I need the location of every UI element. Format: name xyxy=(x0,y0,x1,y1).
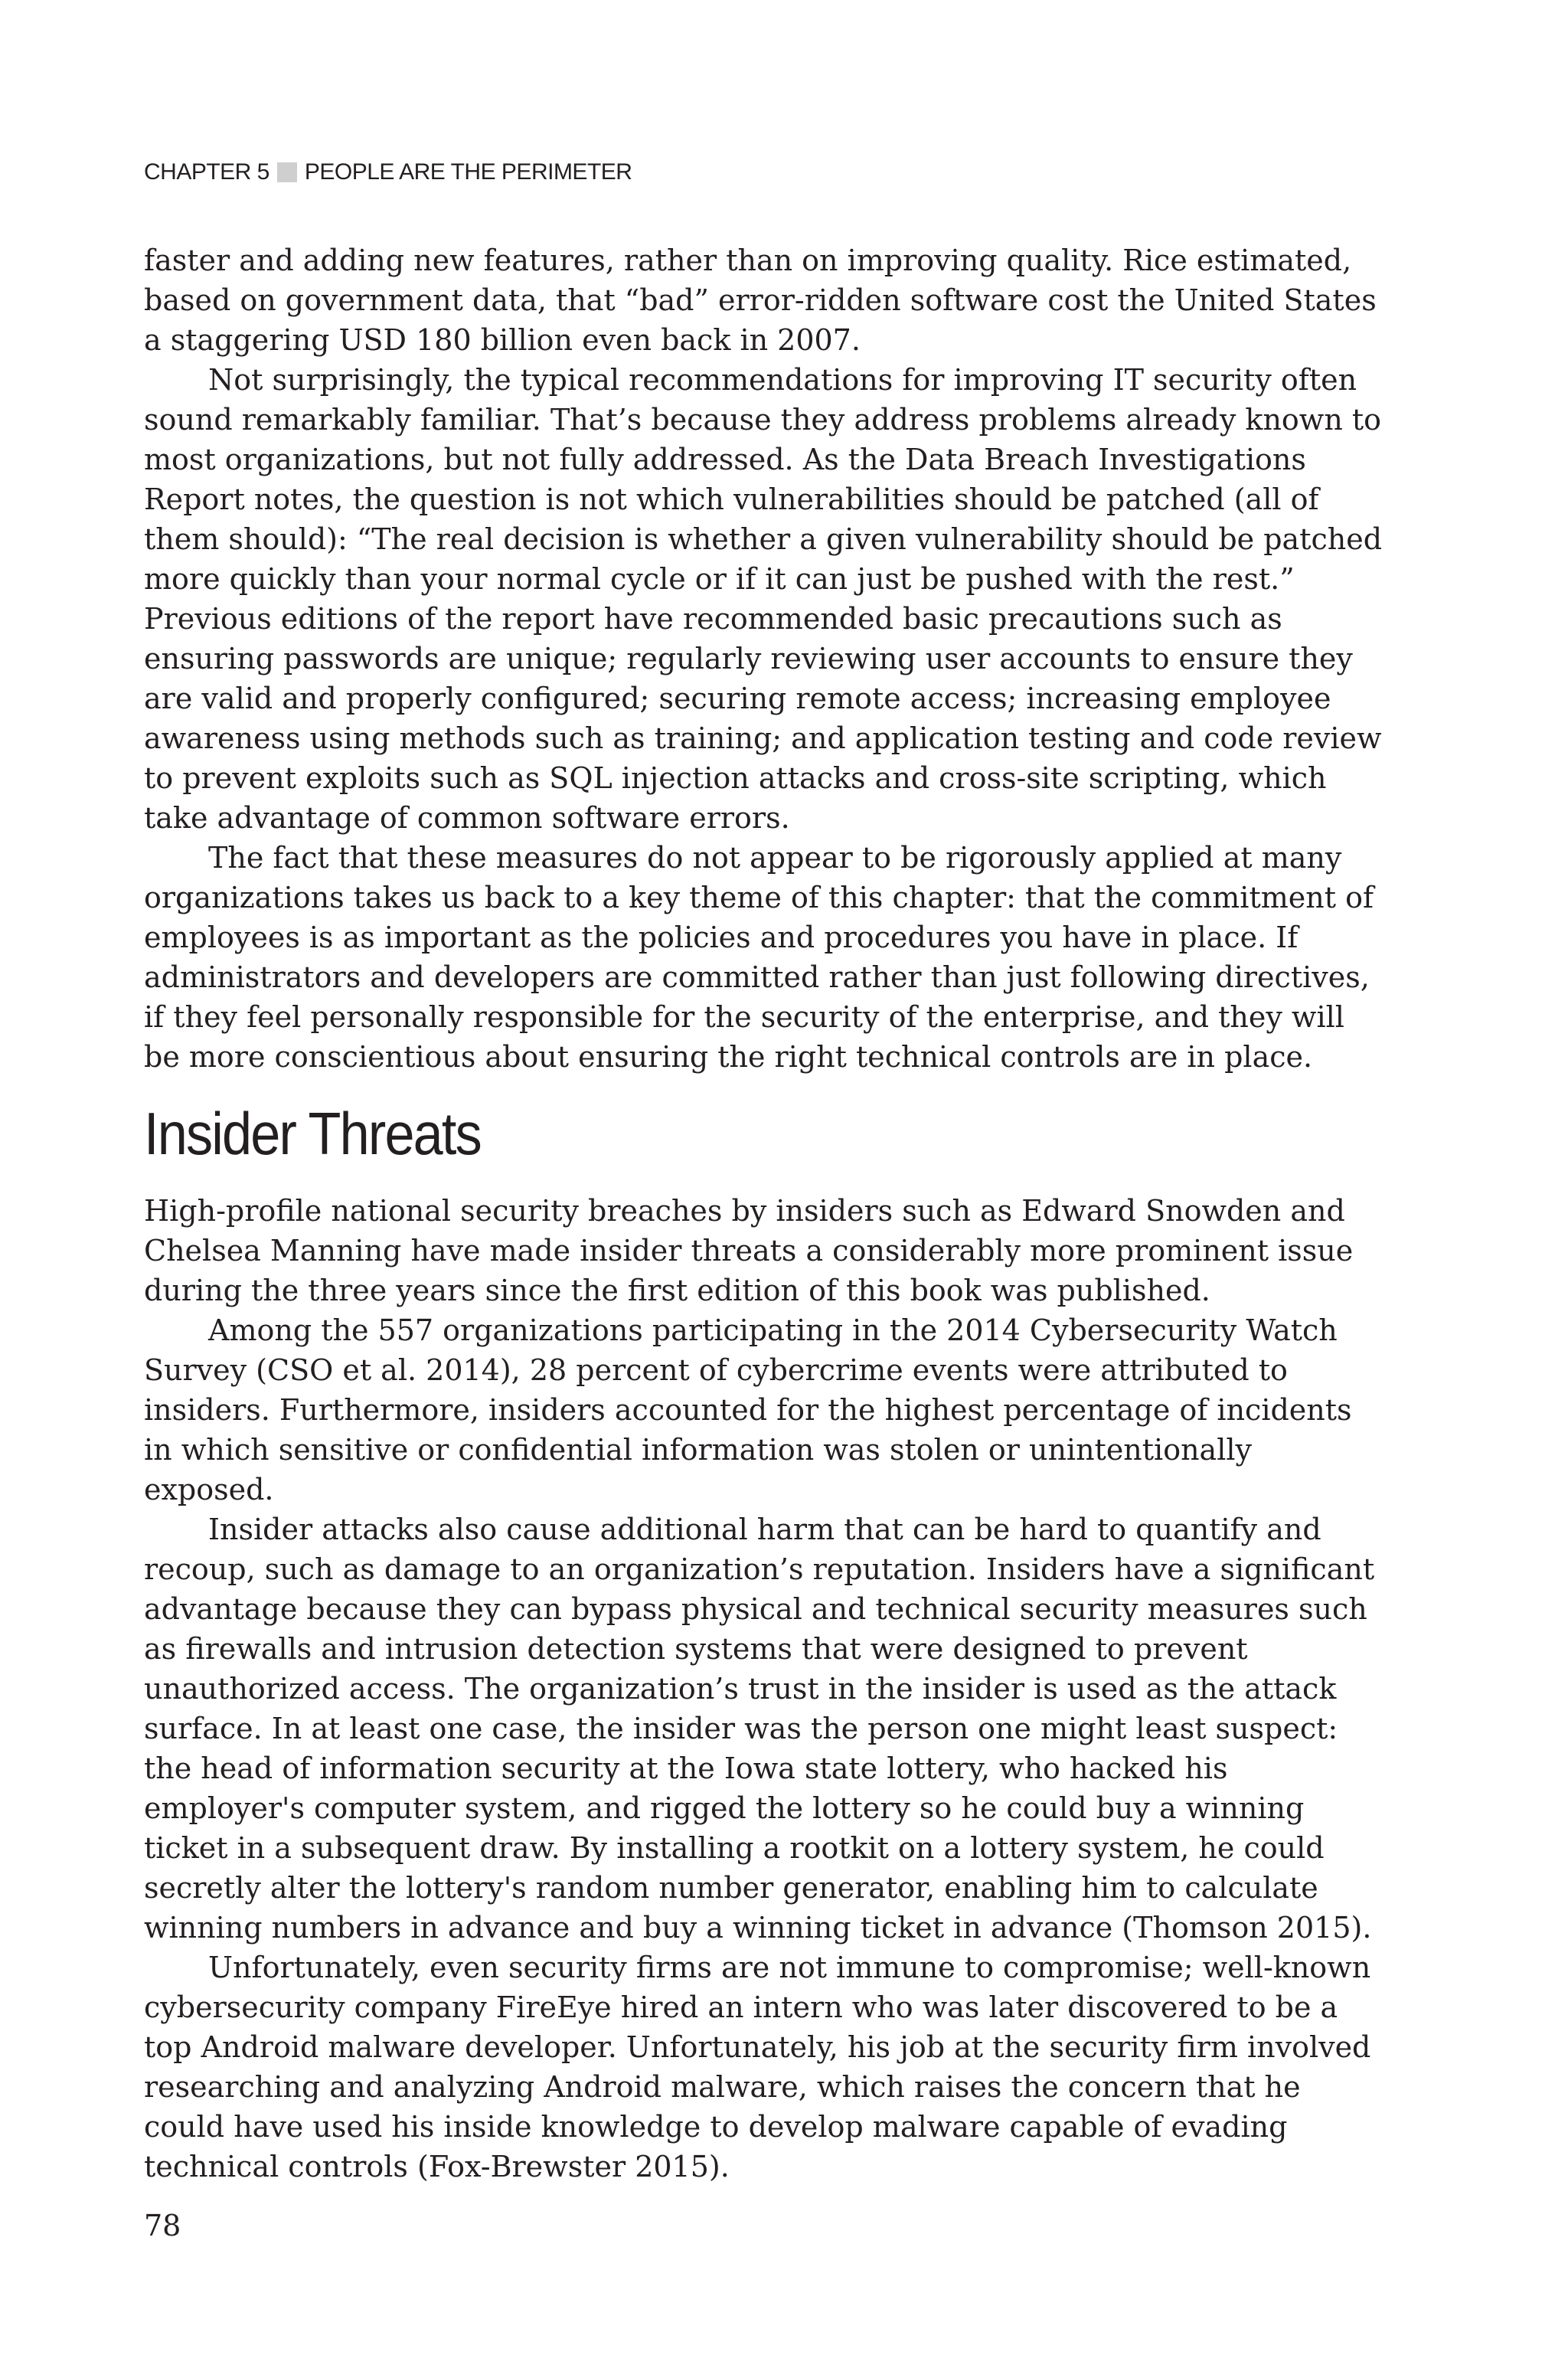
paragraph: Unfortunately, even security firms are not immune to compromise; well-known cybersecurity company FireEye hired an intern who was later discovered to be a top Android malware developer. Unfortunately, his job at the security firm involved researching and analyzing Android malware, which raises the concern that he could have used his inside knowledge to develop malware capable of evading technical controls (Fox-Brewster 2015). xyxy=(144,1951,1371,2183)
page-number: 78 xyxy=(144,2209,181,2242)
paragraph: Not surprisingly, the typical recommendations for improving IT security often sound remarkably familiar. That’s because they address problems already known to most organizations, but not fully addressed. As the Data Breach Investigations Report notes, the question is not which vulnerabilities should be patched (all of them should): “The real decision is whether a given vulnerability should be patched more quickly than your normal cycle or if it can just be pushed with the rest.” Previous editions of the report have recommended basic precautions such as ensuring passwords are unique; regularly reviewing user accounts to ensure they are valid and properly configured; securing remote access; increasing employee awareness using methods such as training; and application testing and code review to prevent exploits such as SQL injection attacks and cross-site scripting, which take advantage of common software errors. xyxy=(144,363,1383,835)
running-head xyxy=(144,159,632,185)
paragraph: The fact that these measures do not appear to be rigorously applied at many organizations takes us back to a key theme of this chapter: that the commitment of employees is as important as the policies and procedures you have in place. If administrators and developers are committed rather than just following directives, if they feel personally responsible for the security of the enterprise, and they will be more conscientious about ensuring the right technical controls are in place. xyxy=(144,841,1374,1074)
paragraph: High-profile national security breaches by insiders such as Edward Snowden and Chelsea Manning have made insider threats a considerably more prominent issue during the three years since the first edition of this book was published. xyxy=(144,1194,1354,1307)
chapter-label: CHAPTER 5 xyxy=(144,159,270,185)
paragraph: Among the 557 organizations participating in the 2014 Cybersecurity Watch Survey (CSO et al. 2014), 28 percent of cybercrime events were attributed to insiders. Furthermore, insiders accounted for the highest percentage of incidents in which sensitive or confidential information was stolen or unintentionally exposed. xyxy=(144,1313,1352,1506)
body-text-top xyxy=(144,240,1384,1077)
paragraph: Insider attacks also cause additional harm that can be hard to quantify and recoup, such as damage to an organization’s reputation. Insiders have a significant advantage because they can bypass physical and technical security measures such as firewalls and intrusion detection systems that were designed to prevent unauthorized access. The organization’s trust in the insider is used as the attack surface. In at least one case, the insider was the person one might least suspect: the head of information security at the Iowa state lottery, who hacked his employer's computer system, and rigged the lottery so he could buy a winning ticket in a subsequent draw. By installing a rootkit on a lottery system, he could secretly alter the lottery's random number generator, enabling him to calculate winning numbers in advance and buy a winning ticket in advance (Thomson 2015). xyxy=(144,1513,1375,1945)
paragraph: faster and adding new features, rather than on improving quality. Rice estimated, based on government data, that “bad” error-ridden software cost the United States a staggering USD 180 billion even back in 2007. xyxy=(144,244,1377,357)
body-text-insider-threats xyxy=(144,1191,1384,2187)
chapter-title: PEOPLE ARE THE PERIMETER xyxy=(304,159,632,185)
section-heading: Insider Threats xyxy=(144,1100,481,1167)
square-separator-icon xyxy=(277,162,297,182)
